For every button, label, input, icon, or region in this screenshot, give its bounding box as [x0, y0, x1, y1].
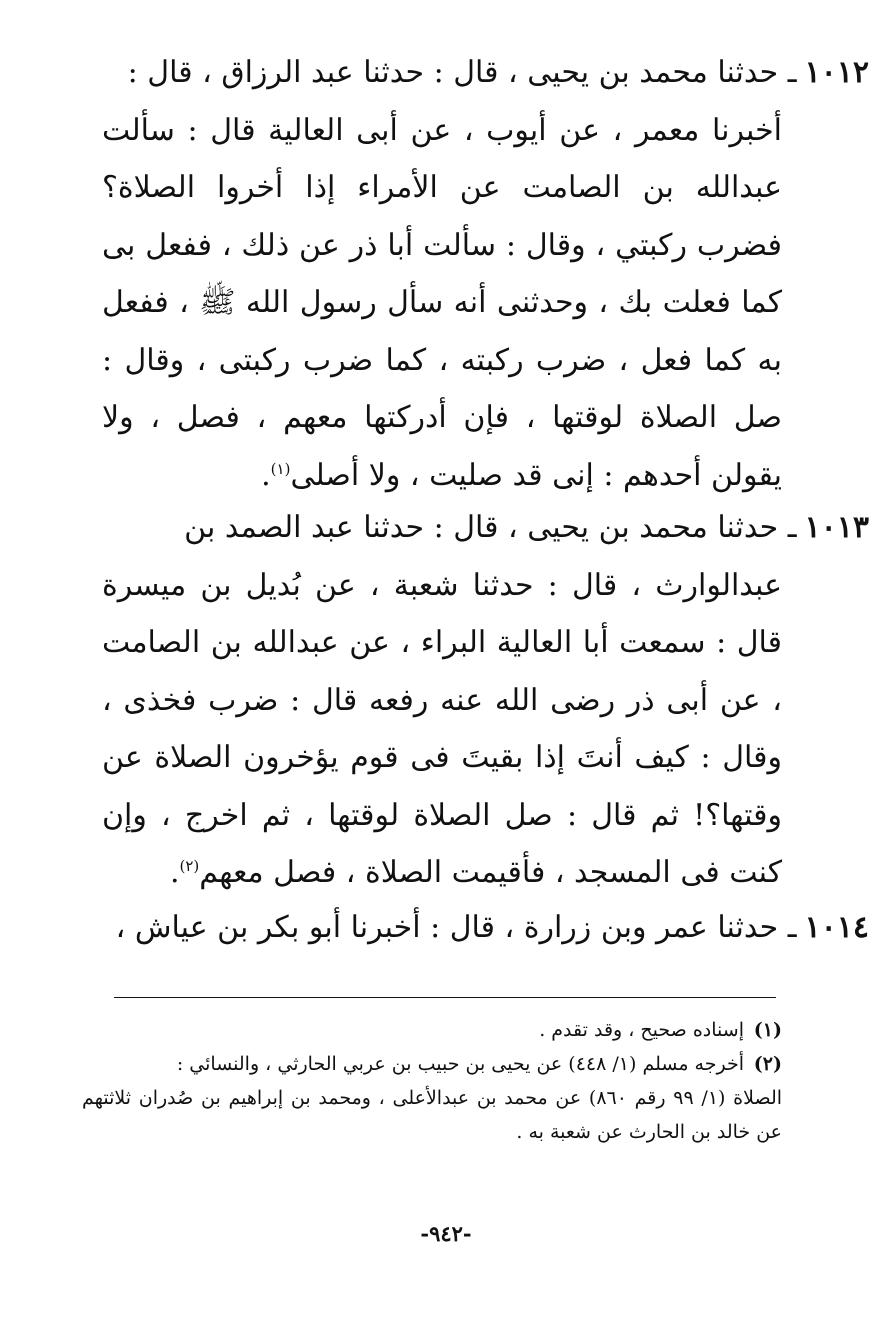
hadith-1012: [102, 44, 869, 504]
footnote-marker: (١): [753, 1019, 782, 1041]
footnote-1: [82, 1013, 782, 1047]
page-number: -٩٤٢-: [420, 1221, 472, 1246]
footnote-line: الصلاة (١/ ٩٩ رقم ٨٦٠) عن محمد بن عبدالأعلى ، ومحمد بن إبراهيم بن: [201, 1087, 783, 1109]
footnote-line: أخرجه مسلم (١/ ٤٤٨) عن يحيى بن حبيب بن عربي الحارثي ، والنسائي :: [176, 1053, 744, 1075]
hadith-first-line: [102, 499, 869, 557]
hadith-end: .: [261, 457, 271, 493]
hadith-line: عبدالوارث ، قال : حدثنا شعبة ، عن بُديل بن ميسرة قال :: [102, 567, 782, 660]
hadith-line: قد صليت ، ولا أصلى: [290, 457, 543, 493]
hadith-first-line: [102, 899, 869, 957]
footnote-line: صُدران ثلاثتهم عن خالد بن الحارث عن شعبة به .: [82, 1087, 782, 1143]
footnote-line: إسناده صحيح ، وقد تقدم .: [539, 1019, 744, 1041]
hadith-line: لوقتها ، فإن أدركتها معهم ، فصل ، ولا يقولن أحدهم : إنى: [102, 400, 782, 493]
hadith-line: أبى ذر رضى الله عنه رفعه قال : ضرب فخذى ، وقال :: [102, 682, 782, 775]
footnote-text: [82, 1013, 744, 1047]
hadith-end: .: [169, 855, 180, 890]
hadith-line: قال : صل الصلاة لوقتها ، ثم اخرج ، وإن كنت فى: [102, 797, 782, 890]
hadith-first-line: [102, 44, 869, 102]
hadith-separator: ـ: [787, 510, 797, 545]
hadith-line: ضرب ركبته ، كما ضرب ركبتى ، وقال : صل الصلاة: [102, 342, 782, 435]
hadith-separator: ـ: [787, 910, 797, 945]
hadith-line: عبدالله بن الصامت عن الأمراء إذا أخروا الصلاة؟ فضرب: [102, 170, 782, 263]
footnote-2: [82, 1047, 782, 1149]
footnotes: [82, 1013, 782, 1149]
footnote-text: [82, 1047, 783, 1149]
footnote-reference[interactable]: (١): [270, 459, 291, 478]
footnote-marker: (٢): [753, 1053, 782, 1075]
hadith-number: ١٠١٣: [804, 510, 869, 545]
hadith-line: ركبتي ، وقال : سألت أبا ذر عن ذلك ، ففعل بى كما فعلت: [102, 227, 782, 320]
footnote-continuation: [82, 1081, 782, 1149]
hadith-line: سمعت أبا العالية البراء ، عن عبدالله بن الصامت ، عن: [102, 625, 782, 718]
hadith-line: أخبرنا معمر ، عن أيوب ، عن أبى العالية قال : سألت: [102, 112, 782, 148]
footnote-divider: [114, 997, 776, 998]
footnote-reference[interactable]: (٢): [179, 857, 200, 875]
hadith-line: حدثنا عمر وبن زرارة ، قال : أخبرنا أبو بكر بن عياش ،: [115, 910, 779, 945]
hadith-line: المسجد ، فأقيمت الصلاة ، فصل معهم: [199, 855, 671, 890]
hadith-number: ١٠١٤: [804, 910, 869, 945]
hadith-line: حدثنا محمد بن يحيى ، قال : حدثنا عبد الصمد بن: [184, 510, 779, 545]
hadith-number: ١٠١٢: [804, 55, 869, 90]
hadith-separator: ـ: [787, 55, 797, 90]
hadith-1013: [102, 499, 869, 902]
hadith-1014: [102, 899, 869, 957]
hadith-line: بك ، وحدثنى أنه سأل رسول الله ﷺ ، ففعل به كما فعل ،: [102, 285, 782, 378]
hadith-line: كيف أنتَ إذا بقيتَ فى قوم يؤخرون الصلاة عن وقتها؟! ثم: [102, 740, 782, 833]
hadith-line: حدثنا محمد بن يحيى ، قال : حدثنا عبد الرزاق ، قال :: [127, 55, 779, 90]
